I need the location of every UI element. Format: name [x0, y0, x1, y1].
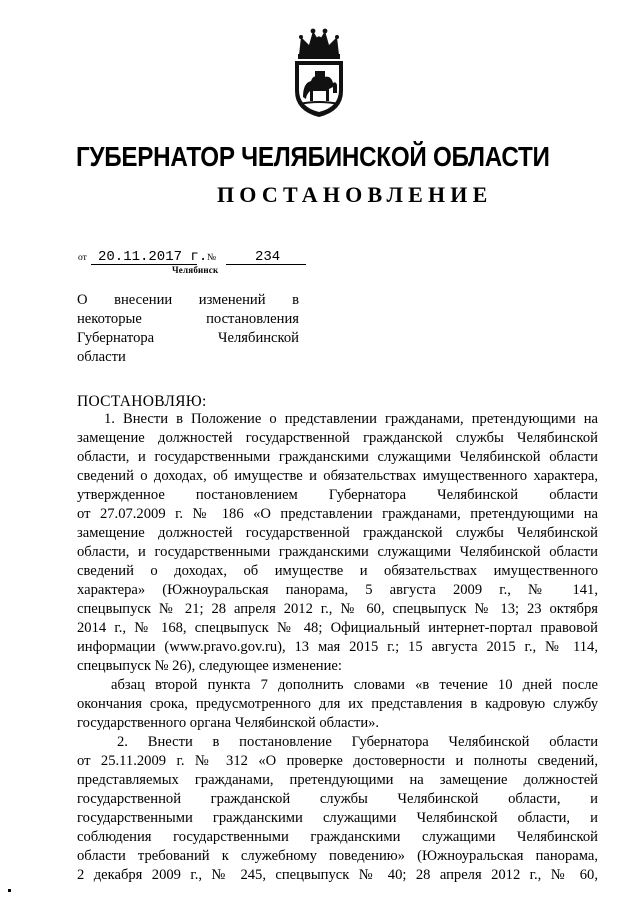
resolution-heading: ПОСТАНОВЛЯЮ:: [77, 393, 207, 410]
body-line: соблюдения государственными гражданскими служащими Челябинской: [77, 829, 598, 845]
body-line: области требований к служебному поведению» (Южноуральская панорама,: [77, 848, 598, 864]
document-type: ПОСТАНОВЛЕНИЕ: [217, 182, 493, 207]
document-date: 20.11.2017 г.: [98, 249, 208, 265]
body-line: сведений о доходах, об имуществе и обязательствах имущественного характера,: [77, 468, 598, 484]
subject-line: О внесении изменений в: [77, 292, 299, 308]
body-line: сведений о доходах, об имуществе и обязательствах имущественного: [77, 563, 598, 579]
body-line: 2014 г., № 168, спецвыпуск № 48; Официальный интернет-портал правовой: [77, 620, 598, 636]
body-line: абзац второй пункта 7 дополнить словами «в течение 10 дней после: [111, 677, 598, 693]
body-line: замещение должностей государственной гражданской службы Челябинской: [77, 525, 598, 541]
body-line: окончания срока, предусмотренного для их представления в кадровую службу: [77, 696, 598, 712]
body-line: замещение должностей государственной гражданской службы Челябинской: [77, 430, 598, 446]
issue-city: Челябинск: [172, 265, 219, 275]
document-number: 234: [255, 249, 281, 265]
body-line: от 25.11.2009 г. № 312 «О проверке достоверности и полноты сведений,: [77, 753, 598, 769]
scan-speck: [8, 889, 11, 892]
body-line: области, и государственными гражданскими служащими Челябинской области: [77, 544, 598, 560]
date-label: от: [78, 253, 87, 263]
chelyabinsk-region-emblem-icon: [289, 25, 349, 119]
body-line: государственными гражданскими служащими Челябинской области, и: [77, 810, 598, 826]
number-label: №: [207, 253, 217, 263]
body-line: спецвыпуск № 26), следующее изменение:: [77, 658, 342, 674]
body-line: 2. Внести в постановление Губернатора Челябинской области: [117, 734, 598, 750]
body-line: государственного органа Челябинской области».: [77, 715, 380, 731]
subject-line: некоторые постановления: [77, 311, 299, 327]
body-line: от 27.07.2009 г. № 186 «О представлении гражданами, претендующими на: [77, 506, 598, 522]
subject-line: области: [77, 349, 126, 365]
body-line: характера» (Южноуральская панорама, 5 августа 2009 г., № 141,: [77, 582, 598, 598]
body-line: информации (www.pravo.gov.ru), 13 мая 2015 г.; 15 августа 2015 г., № 114,: [77, 639, 598, 655]
subject-line: Губернатора Челябинской: [77, 330, 299, 346]
body-line: утвержденное постановлением Губернатора Челябинской области: [77, 487, 598, 503]
body-line: области, и государственными гражданскими служащими Челябинской области: [77, 449, 598, 465]
body-line: 1. Внести в Положение о представлении гражданами, претендующими на: [104, 411, 598, 427]
body-line: представляемых гражданами, претендующими на замещение должностей: [77, 772, 598, 788]
body-line: государственной гражданской службы Челябинской области, и: [77, 791, 598, 807]
issuer-title: ГУБЕРНАТОР ЧЕЛЯБИНСКОЙ ОБЛАСТИ: [76, 141, 550, 172]
body-line: спецвыпуск № 21; 28 апреля 2012 г., № 60, спецвыпуск № 13; 23 октября: [77, 601, 598, 617]
body-line: 2 декабря 2009 г., № 245, спецвыпуск № 40; 28 апреля 2012 г., № 60,: [77, 867, 598, 883]
